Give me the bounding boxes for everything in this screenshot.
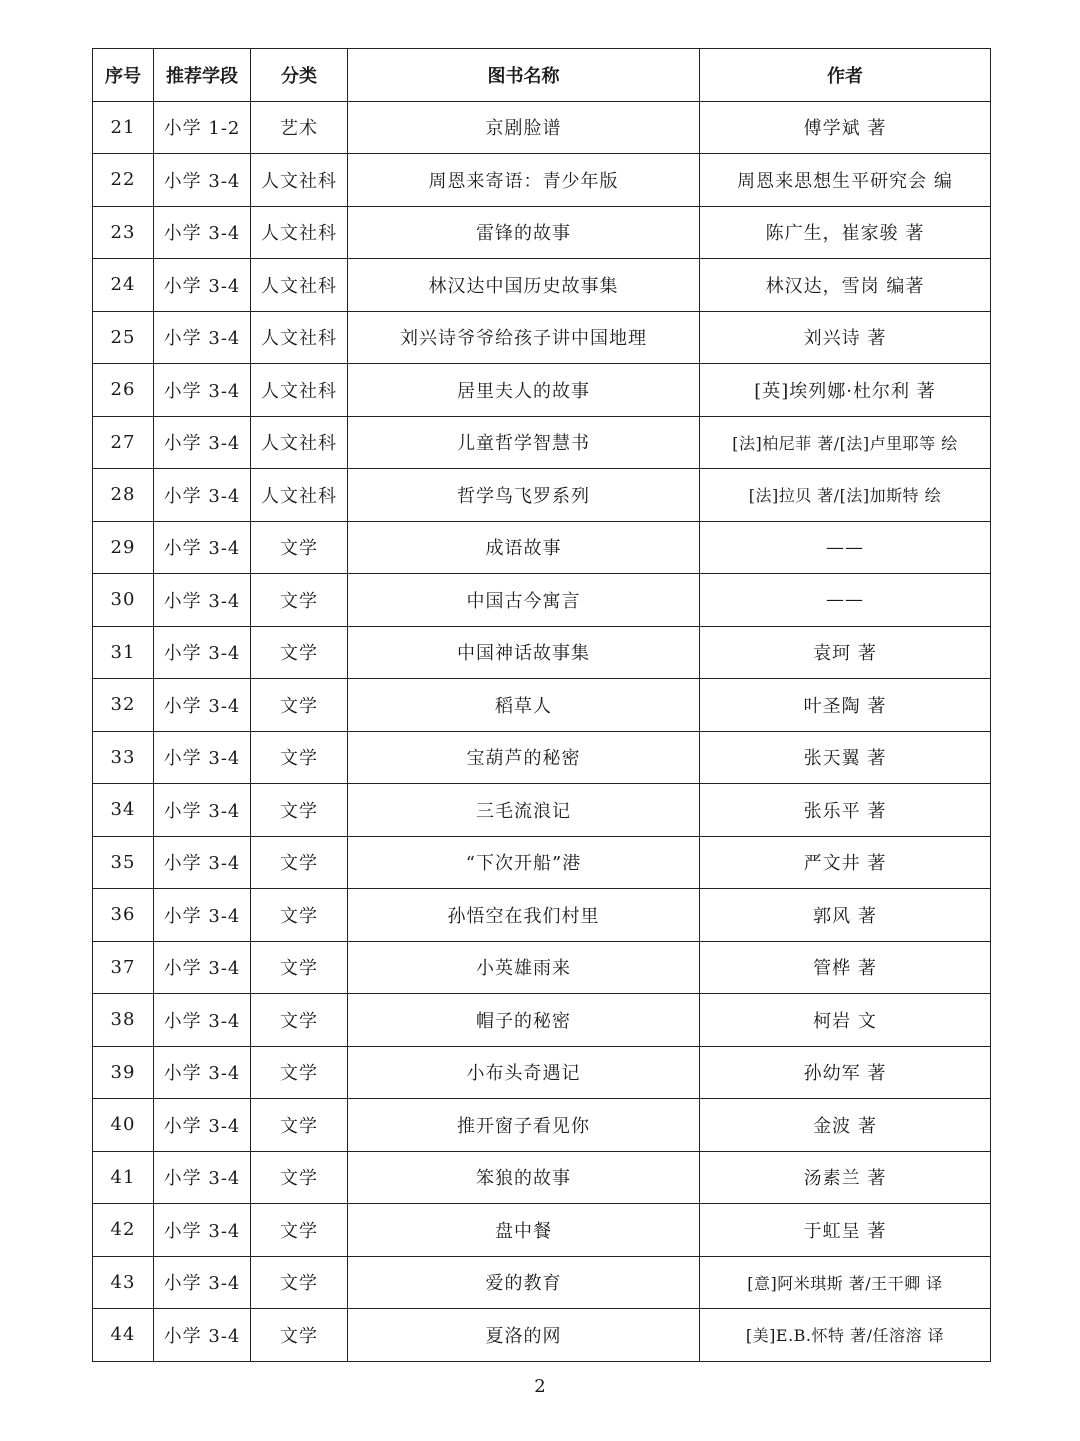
table-row	[93, 1046, 991, 1099]
cell-title: 周恩来寄语：青少年版	[348, 154, 700, 207]
cell-author: 管桦 著	[700, 941, 991, 994]
cell-seq: 36	[93, 889, 154, 942]
table-row	[93, 679, 991, 732]
cell-stage: 小学 3-4	[154, 1099, 251, 1152]
cell-author: [美]E.B.怀特 著/任溶溶 译	[700, 1309, 991, 1362]
table-body	[93, 101, 991, 1361]
cell-stage: 小学 3-4	[154, 626, 251, 679]
cell-title: 儿童哲学智慧书	[348, 416, 700, 469]
table-row	[93, 259, 991, 312]
cell-stage: 小学 1-2	[154, 101, 251, 154]
cell-author: ——	[700, 574, 991, 627]
cell-category: 人文社科	[251, 311, 348, 364]
table-row	[93, 101, 991, 154]
cell-author: 叶圣陶 著	[700, 679, 991, 732]
cell-category: 人文社科	[251, 416, 348, 469]
cell-category: 文学	[251, 889, 348, 942]
cell-title: 宝葫芦的秘密	[348, 731, 700, 784]
cell-title: 小布头奇遇记	[348, 1046, 700, 1099]
cell-category: 文学	[251, 1099, 348, 1152]
cell-author: 张乐平 著	[700, 784, 991, 837]
cell-stage: 小学 3-4	[154, 784, 251, 837]
header-stage: 推荐学段	[154, 49, 251, 102]
table-row	[93, 941, 991, 994]
cell-seq: 29	[93, 521, 154, 574]
cell-seq: 23	[93, 206, 154, 259]
table-row	[93, 416, 991, 469]
cell-stage: 小学 3-4	[154, 521, 251, 574]
cell-title: 刘兴诗爷爷给孩子讲中国地理	[348, 311, 700, 364]
cell-category: 人文社科	[251, 469, 348, 522]
cell-stage: 小学 3-4	[154, 994, 251, 1047]
cell-title: “下次开船”港	[348, 836, 700, 889]
cell-seq: 44	[93, 1309, 154, 1362]
cell-category: 文学	[251, 1151, 348, 1204]
table-row	[93, 1204, 991, 1257]
cell-seq: 31	[93, 626, 154, 679]
cell-category: 文学	[251, 784, 348, 837]
table-row	[93, 889, 991, 942]
cell-title: 盘中餐	[348, 1204, 700, 1257]
table-row	[93, 626, 991, 679]
cell-category: 人文社科	[251, 364, 348, 417]
cell-author: 刘兴诗 著	[700, 311, 991, 364]
cell-stage: 小学 3-4	[154, 1309, 251, 1362]
cell-stage: 小学 3-4	[154, 416, 251, 469]
cell-title: 爱的教育	[348, 1256, 700, 1309]
cell-title: 京剧脸谱	[348, 101, 700, 154]
cell-stage: 小学 3-4	[154, 154, 251, 207]
cell-author: [法]柏尼菲 著/[法]卢里耶等 绘	[700, 416, 991, 469]
cell-stage: 小学 3-4	[154, 206, 251, 259]
cell-author: 陈广生，崔家骏 著	[700, 206, 991, 259]
cell-stage: 小学 3-4	[154, 259, 251, 312]
table-row	[93, 311, 991, 364]
cell-author: 汤素兰 著	[700, 1151, 991, 1204]
cell-seq: 37	[93, 941, 154, 994]
cell-seq: 43	[93, 1256, 154, 1309]
cell-author: 傅学斌 著	[700, 101, 991, 154]
cell-stage: 小学 3-4	[154, 1151, 251, 1204]
cell-title: 夏洛的网	[348, 1309, 700, 1362]
cell-author: 严文井 著	[700, 836, 991, 889]
cell-category: 人文社科	[251, 259, 348, 312]
cell-category: 艺术	[251, 101, 348, 154]
cell-seq: 33	[93, 731, 154, 784]
cell-stage: 小学 3-4	[154, 941, 251, 994]
cell-author: 金波 著	[700, 1099, 991, 1152]
cell-category: 文学	[251, 1046, 348, 1099]
cell-stage: 小学 3-4	[154, 311, 251, 364]
table-row	[93, 994, 991, 1047]
cell-title: 三毛流浪记	[348, 784, 700, 837]
cell-seq: 39	[93, 1046, 154, 1099]
cell-seq: 32	[93, 679, 154, 732]
cell-seq: 34	[93, 784, 154, 837]
table-row	[93, 731, 991, 784]
cell-stage: 小学 3-4	[154, 1046, 251, 1099]
cell-category: 文学	[251, 1256, 348, 1309]
cell-category: 人文社科	[251, 154, 348, 207]
cell-author: ——	[700, 521, 991, 574]
table-row	[93, 154, 991, 207]
cell-category: 文学	[251, 941, 348, 994]
cell-seq: 24	[93, 259, 154, 312]
cell-author: 孙幼军 著	[700, 1046, 991, 1099]
table-row	[93, 784, 991, 837]
cell-title: 成语故事	[348, 521, 700, 574]
cell-category: 文学	[251, 836, 348, 889]
table-row	[93, 206, 991, 259]
cell-title: 哲学鸟飞罗系列	[348, 469, 700, 522]
cell-author: [意]阿米琪斯 著/王干卿 译	[700, 1256, 991, 1309]
table-row	[93, 469, 991, 522]
cell-title: 孙悟空在我们村里	[348, 889, 700, 942]
header-author: 作者	[700, 49, 991, 102]
cell-seq: 38	[93, 994, 154, 1047]
cell-seq: 27	[93, 416, 154, 469]
cell-seq: 25	[93, 311, 154, 364]
cell-author: 郭风 著	[700, 889, 991, 942]
cell-title: 帽子的秘密	[348, 994, 700, 1047]
table-row	[93, 574, 991, 627]
cell-title: 居里夫人的故事	[348, 364, 700, 417]
cell-category: 文学	[251, 679, 348, 732]
table-row	[93, 836, 991, 889]
cell-stage: 小学 3-4	[154, 836, 251, 889]
table-row	[93, 1256, 991, 1309]
cell-title: 笨狼的故事	[348, 1151, 700, 1204]
cell-seq: 28	[93, 469, 154, 522]
table-row	[93, 1151, 991, 1204]
page-number: 2	[534, 1376, 546, 1397]
cell-author: 林汉达，雪岗 编著	[700, 259, 991, 312]
cell-seq: 30	[93, 574, 154, 627]
table-header-row	[93, 49, 991, 102]
cell-stage: 小学 3-4	[154, 679, 251, 732]
cell-seq: 42	[93, 1204, 154, 1257]
cell-author: 袁珂 著	[700, 626, 991, 679]
cell-seq: 35	[93, 836, 154, 889]
cell-category: 文学	[251, 521, 348, 574]
cell-title: 推开窗子看见你	[348, 1099, 700, 1152]
cell-stage: 小学 3-4	[154, 364, 251, 417]
cell-seq: 40	[93, 1099, 154, 1152]
cell-category: 文学	[251, 1204, 348, 1257]
cell-seq: 26	[93, 364, 154, 417]
cell-stage: 小学 3-4	[154, 1204, 251, 1257]
table-row	[93, 364, 991, 417]
cell-category: 人文社科	[251, 206, 348, 259]
book-list-table	[92, 48, 991, 1362]
table-row	[93, 1309, 991, 1362]
cell-seq: 22	[93, 154, 154, 207]
cell-author: [英]埃列娜·杜尔利 著	[700, 364, 991, 417]
cell-title: 小英雄雨来	[348, 941, 700, 994]
header-category: 分类	[251, 49, 348, 102]
table-row	[93, 1099, 991, 1152]
header-title: 图书名称	[348, 49, 700, 102]
cell-category: 文学	[251, 731, 348, 784]
cell-stage: 小学 3-4	[154, 1256, 251, 1309]
cell-author: 张天翼 著	[700, 731, 991, 784]
cell-category: 文学	[251, 574, 348, 627]
cell-seq: 21	[93, 101, 154, 154]
cell-title: 稻草人	[348, 679, 700, 732]
table-row	[93, 521, 991, 574]
cell-stage: 小学 3-4	[154, 469, 251, 522]
cell-title: 中国古今寓言	[348, 574, 700, 627]
cell-stage: 小学 3-4	[154, 731, 251, 784]
cell-stage: 小学 3-4	[154, 889, 251, 942]
cell-category: 文学	[251, 1309, 348, 1362]
cell-author: 柯岩 文	[700, 994, 991, 1047]
cell-author: [法]拉贝 著/[法]加斯特 绘	[700, 469, 991, 522]
cell-stage: 小学 3-4	[154, 574, 251, 627]
header-seq: 序号	[93, 49, 154, 102]
cell-title: 林汉达中国历史故事集	[348, 259, 700, 312]
cell-category: 文学	[251, 626, 348, 679]
cell-title: 中国神话故事集	[348, 626, 700, 679]
cell-seq: 41	[93, 1151, 154, 1204]
cell-author: 于虹呈 著	[700, 1204, 991, 1257]
cell-author: 周恩来思想生平研究会 编	[700, 154, 991, 207]
cell-title: 雷锋的故事	[348, 206, 700, 259]
cell-category: 文学	[251, 994, 348, 1047]
